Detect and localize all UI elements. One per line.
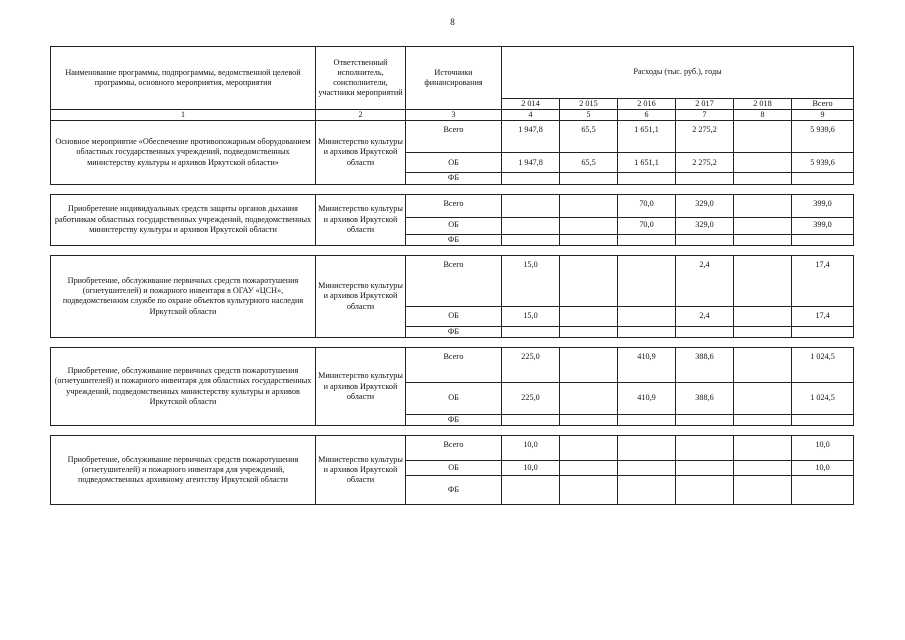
year-value-cell: 1 947,8	[502, 153, 560, 173]
year-value-cell: 225,0	[502, 383, 560, 415]
year-value-cell: 2 275,2	[676, 153, 734, 173]
year-value-cell	[676, 234, 734, 245]
column-number: 1	[51, 110, 316, 121]
year-value-cell	[560, 173, 618, 184]
year-value-cell	[618, 461, 676, 476]
year-value-cell	[502, 415, 560, 426]
year-value-cell	[618, 306, 676, 326]
year-value-cell	[676, 173, 734, 184]
year-value-cell: 2 275,2	[676, 121, 734, 153]
year-value-cell	[560, 234, 618, 245]
funding-source-cell: ФБ	[406, 415, 502, 426]
year-value-cell: 1 651,1	[618, 121, 676, 153]
year-value-cell: 10,0	[502, 461, 560, 476]
block-spacer	[51, 426, 854, 436]
year-value-cell	[560, 348, 618, 383]
year-value-cell	[734, 348, 792, 383]
year-value-cell	[734, 194, 792, 217]
year-value-cell: 225,0	[502, 348, 560, 383]
total-value-cell: 5 939,6	[792, 153, 854, 173]
year-value-cell	[618, 326, 676, 337]
total-value-cell: 399,0	[792, 194, 854, 217]
funding-source-cell: ОБ	[406, 461, 502, 476]
year-value-cell	[734, 234, 792, 245]
block-spacer	[51, 184, 854, 194]
funding-source-cell: ОБ	[406, 153, 502, 173]
year-value-cell	[734, 436, 792, 461]
year-value-cell: 2,4	[676, 306, 734, 326]
activity-name-cell: Приобретение, обслуживание первичных средств пожаротушения (огнетушителей) и пожарного инвентаря для учреждений, подведомственных архивному агентству Иркутской области	[51, 436, 316, 505]
total-value-cell	[792, 476, 854, 505]
year-value-cell	[502, 234, 560, 245]
column-number: 4	[502, 110, 560, 121]
table-row	[51, 436, 854, 461]
year-value-cell: 1 947,8	[502, 121, 560, 153]
budget-table	[50, 46, 854, 505]
total-value-cell: 399,0	[792, 217, 854, 234]
year-header: 2 015	[560, 99, 618, 110]
table-body	[51, 121, 854, 505]
total-header: Всего	[792, 99, 854, 110]
year-value-cell	[734, 326, 792, 337]
activity-name-cell: Приобретение индивидуальных средств защиты органов дыхания работникам областных государственных учреждений, подведомственных министерству культуры и архивов Иркутской области	[51, 194, 316, 245]
year-value-cell: 15,0	[502, 255, 560, 306]
year-value-cell	[734, 217, 792, 234]
total-value-cell: 1 024,5	[792, 348, 854, 383]
year-value-cell	[618, 173, 676, 184]
year-value-cell	[618, 234, 676, 245]
year-value-cell: 329,0	[676, 194, 734, 217]
year-value-cell	[560, 461, 618, 476]
header-name-cell: Наименование программы, подпрограммы, ведомственной целевой программы, основного мероприятия, мероприятия	[51, 47, 316, 110]
total-value-cell: 10,0	[792, 461, 854, 476]
year-value-cell	[676, 415, 734, 426]
funding-source-cell: ОБ	[406, 217, 502, 234]
year-value-cell	[734, 153, 792, 173]
column-number: 9	[792, 110, 854, 121]
year-value-cell	[734, 415, 792, 426]
table-row	[51, 348, 854, 383]
year-value-cell	[734, 173, 792, 184]
responsible-cell: Министерство культуры и архивов Иркутской области	[316, 436, 406, 505]
year-value-cell	[618, 415, 676, 426]
header-expenses-cell: Расходы (тыс. руб.), годы	[502, 47, 854, 99]
total-value-cell	[792, 326, 854, 337]
year-value-cell	[734, 476, 792, 505]
total-value-cell: 17,4	[792, 306, 854, 326]
table-row	[51, 121, 854, 153]
funding-source-cell: Всего	[406, 436, 502, 461]
year-value-cell	[560, 326, 618, 337]
total-value-cell: 1 024,5	[792, 383, 854, 415]
funding-source-cell: Всего	[406, 348, 502, 383]
year-value-cell: 329,0	[676, 217, 734, 234]
total-value-cell	[792, 173, 854, 184]
year-value-cell: 388,6	[676, 348, 734, 383]
responsible-cell: Министерство культуры и архивов Иркутской области	[316, 348, 406, 426]
responsible-cell: Министерство культуры и архивов Иркутской области	[316, 121, 406, 184]
year-value-cell: 388,6	[676, 383, 734, 415]
year-value-cell	[676, 461, 734, 476]
year-value-cell	[734, 461, 792, 476]
year-value-cell: 10,0	[502, 436, 560, 461]
year-value-cell	[676, 476, 734, 505]
year-value-cell	[502, 476, 560, 505]
year-value-cell: 65,5	[560, 121, 618, 153]
funding-source-cell: Всего	[406, 255, 502, 306]
header-sources-cell: Источники финансирования	[406, 47, 502, 110]
year-value-cell: 70,0	[618, 217, 676, 234]
year-value-cell	[560, 383, 618, 415]
table-row	[51, 194, 854, 217]
year-header: 2 017	[676, 99, 734, 110]
funding-source-cell: ОБ	[406, 306, 502, 326]
funding-source-cell: ФБ	[406, 173, 502, 184]
year-value-cell	[618, 436, 676, 461]
funding-source-cell: ОБ	[406, 383, 502, 415]
column-number: 3	[406, 110, 502, 121]
year-value-cell: 65,5	[560, 153, 618, 173]
column-number: 5	[560, 110, 618, 121]
activity-name-cell: Приобретение, обслуживание первичных средств пожаротушения (огнетушителей) и пожарного инвентаря для областных государственных учреждений, подведомственных министерству культуры и архивов Иркутской области	[51, 348, 316, 426]
year-value-cell	[560, 476, 618, 505]
year-value-cell	[734, 306, 792, 326]
year-value-cell	[560, 194, 618, 217]
year-value-cell	[618, 476, 676, 505]
year-value-cell	[734, 255, 792, 306]
year-value-cell: 410,9	[618, 383, 676, 415]
year-header: 2 016	[618, 99, 676, 110]
funding-source-cell: ФБ	[406, 476, 502, 505]
year-value-cell	[560, 415, 618, 426]
year-value-cell: 410,9	[618, 348, 676, 383]
year-value-cell	[734, 383, 792, 415]
block-spacer	[51, 245, 854, 255]
year-value-cell	[560, 306, 618, 326]
year-value-cell	[502, 173, 560, 184]
table-row	[51, 255, 854, 306]
activity-name-cell: Приобретение, обслуживание первичных средств пожаротушения (огнетушителей) и пожарного инвентаря в ОГАУ «ЦСН», подведомственном службе по охране объектов культурного наследия Иркутской области	[51, 255, 316, 337]
header-responsible-cell: Ответственный исполнитель, соисполнители, участники мероприятий	[316, 47, 406, 110]
responsible-cell: Министерство культуры и архивов Иркутской области	[316, 194, 406, 245]
year-value-cell	[502, 326, 560, 337]
year-value-cell	[502, 194, 560, 217]
year-value-cell	[734, 121, 792, 153]
funding-source-cell: Всего	[406, 121, 502, 153]
total-value-cell: 10,0	[792, 436, 854, 461]
column-number: 8	[734, 110, 792, 121]
funding-source-cell: Всего	[406, 194, 502, 217]
year-value-cell: 2,4	[676, 255, 734, 306]
total-value-cell	[792, 234, 854, 245]
funding-source-cell: ФБ	[406, 326, 502, 337]
responsible-cell: Министерство культуры и архивов Иркутской области	[316, 255, 406, 337]
block-spacer	[51, 338, 854, 348]
year-header: 2 014	[502, 99, 560, 110]
column-number: 6	[618, 110, 676, 121]
total-value-cell	[792, 415, 854, 426]
year-value-cell	[618, 255, 676, 306]
year-value-cell: 15,0	[502, 306, 560, 326]
year-value-cell	[560, 217, 618, 234]
column-number: 2	[316, 110, 406, 121]
year-value-cell: 70,0	[618, 194, 676, 217]
activity-name-cell: Основное мероприятие «Обеспечение противопожарным оборудованием областных государственных учреждений, подведомственных министерству культуры и архивов Иркутской области»	[51, 121, 316, 184]
year-header: 2 018	[734, 99, 792, 110]
year-value-cell	[676, 326, 734, 337]
funding-source-cell: ФБ	[406, 234, 502, 245]
column-number: 7	[676, 110, 734, 121]
page-number: 8	[450, 17, 455, 27]
year-value-cell: 1 651,1	[618, 153, 676, 173]
total-value-cell: 17,4	[792, 255, 854, 306]
total-value-cell: 5 939,6	[792, 121, 854, 153]
year-value-cell	[676, 436, 734, 461]
year-value-cell	[560, 436, 618, 461]
year-value-cell	[560, 255, 618, 306]
year-value-cell	[502, 217, 560, 234]
